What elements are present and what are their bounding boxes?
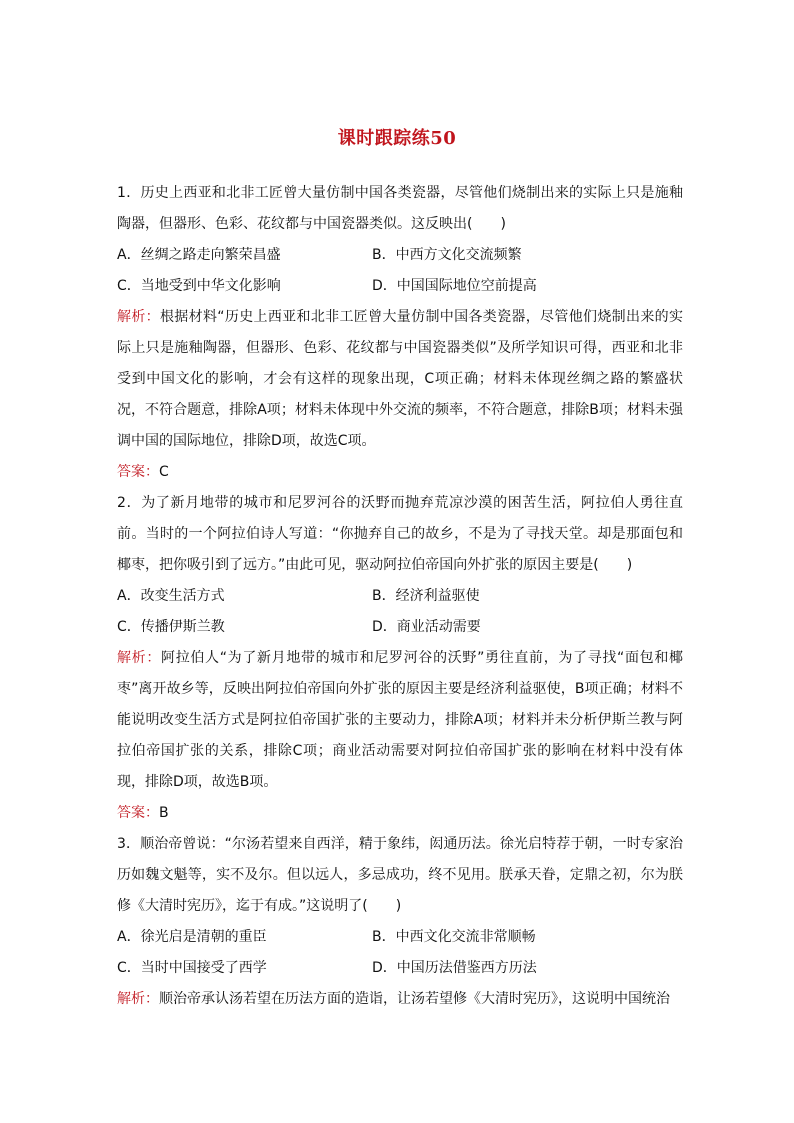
option-3b: B．中西文化交流非常顺畅: [372, 929, 536, 945]
question-list: [117, 178, 683, 1015]
analysis-1: [117, 302, 683, 457]
option-1b: B．中西方文化交流频繁: [372, 247, 522, 263]
question-stem-1: 1．历史上西亚和北非工匠曾大量仿制中国各类瓷器，尽管他们烧制出来的实际上只是施釉陶器，但器形、色彩、花纹都与中国瓷器类似。这反映出( ): [117, 185, 683, 232]
answer-value: C: [159, 464, 169, 480]
analysis-label: 解析：: [117, 991, 159, 1007]
answer-label: 答案：: [117, 805, 159, 821]
question-stem-3: 3．顺治帝曾说：“尔汤若望来自西洋，精于象纬，闳通历法。徐光启特荐于朝，一时专家治历如魏文魁等，实不及尔。但以远人，多忌成功，终不见用。朕承天眷，定鼎之初，尔为朕修《大清时宪历》，迄于有成。”这说明了( ): [117, 836, 683, 914]
answer-value: B: [159, 805, 169, 821]
option-1a: A．丝绸之路走向繁荣昌盛: [117, 247, 281, 263]
option-1d: D．中国国际地位空前提高: [372, 278, 537, 294]
option-3d: D．中国历法借鉴西方历法: [372, 960, 537, 976]
analysis-text: 阿拉伯人“为了新月地带的城市和尼罗河谷的沃野”勇往直前，为了寻找“面包和椰枣”离开故乡等，反映出阿拉伯帝国向外扩张的原因主要是经济利益驱使，B项正确；材料不能说明改变生活方式是阿拉伯帝国扩张的主要动力，排除A项；材料并未分析伊斯兰教与阿拉伯帝国扩张的关系，排除C项；商业活动需要对阿拉伯帝国扩张的影响在材料中没有体现，排除D项，故选B项。: [117, 650, 684, 790]
options-3: [117, 922, 683, 984]
option-3a: A．徐光启是清朝的重臣: [117, 929, 267, 945]
analysis-label: 解析：: [117, 650, 162, 666]
option-2d: D．商业活动需要: [372, 619, 481, 635]
option-1c: C．当地受到中华文化影响: [117, 278, 281, 294]
analysis-text: 根据材料“历史上西亚和北非工匠曾大量仿制中国各类瓷器，尽管他们烧制出来的实际上只是施釉陶器，但器形、色彩、花纹都与中国瓷器类似”及所学知识可得，西亚和北非受到中国文化的影响，才会有这样的现象出现，C项正确；材料未体现丝绸之路的繁盛状况，不符合题意，排除A项；材料未体现中外交流的频率，不符合题意，排除B项；材料未强调中国的国际地位，排除D项，故选C项。: [117, 309, 683, 449]
options-1: [117, 240, 683, 302]
analysis-text: 顺治帝承认汤若望在历法方面的造诣，让汤若望修《大清时宪历》，这说明中国统治: [159, 991, 670, 1007]
analysis-3: [117, 984, 683, 1015]
analysis-2: [117, 643, 683, 798]
option-2a: A．改变生活方式: [117, 588, 225, 604]
option-3c: C．当时中国接受了西学: [117, 960, 267, 976]
option-2b: B．经济利益驱使: [372, 588, 480, 604]
answer-2: [117, 798, 683, 829]
answer-label: 答案：: [117, 464, 159, 480]
page-title: 课时跟踪练50: [337, 128, 457, 149]
option-2c: C．传播伊斯兰教: [117, 619, 225, 635]
question-stem-2: 2．为了新月地带的城市和尼罗河谷的沃野而抛弃荒凉沙漠的困苦生活，阿拉伯人勇往直前。当时的一个阿拉伯诗人写道：“你抛弃自己的故乡，不是为了寻找天堂。却是那面包和椰枣，把你吸引到了远方。”由此可见，驱动阿拉伯帝国向外扩张的原因主要是( ): [117, 495, 683, 573]
answer-1: [117, 457, 683, 488]
options-2: [117, 581, 683, 643]
analysis-label: 解析：: [117, 309, 160, 325]
